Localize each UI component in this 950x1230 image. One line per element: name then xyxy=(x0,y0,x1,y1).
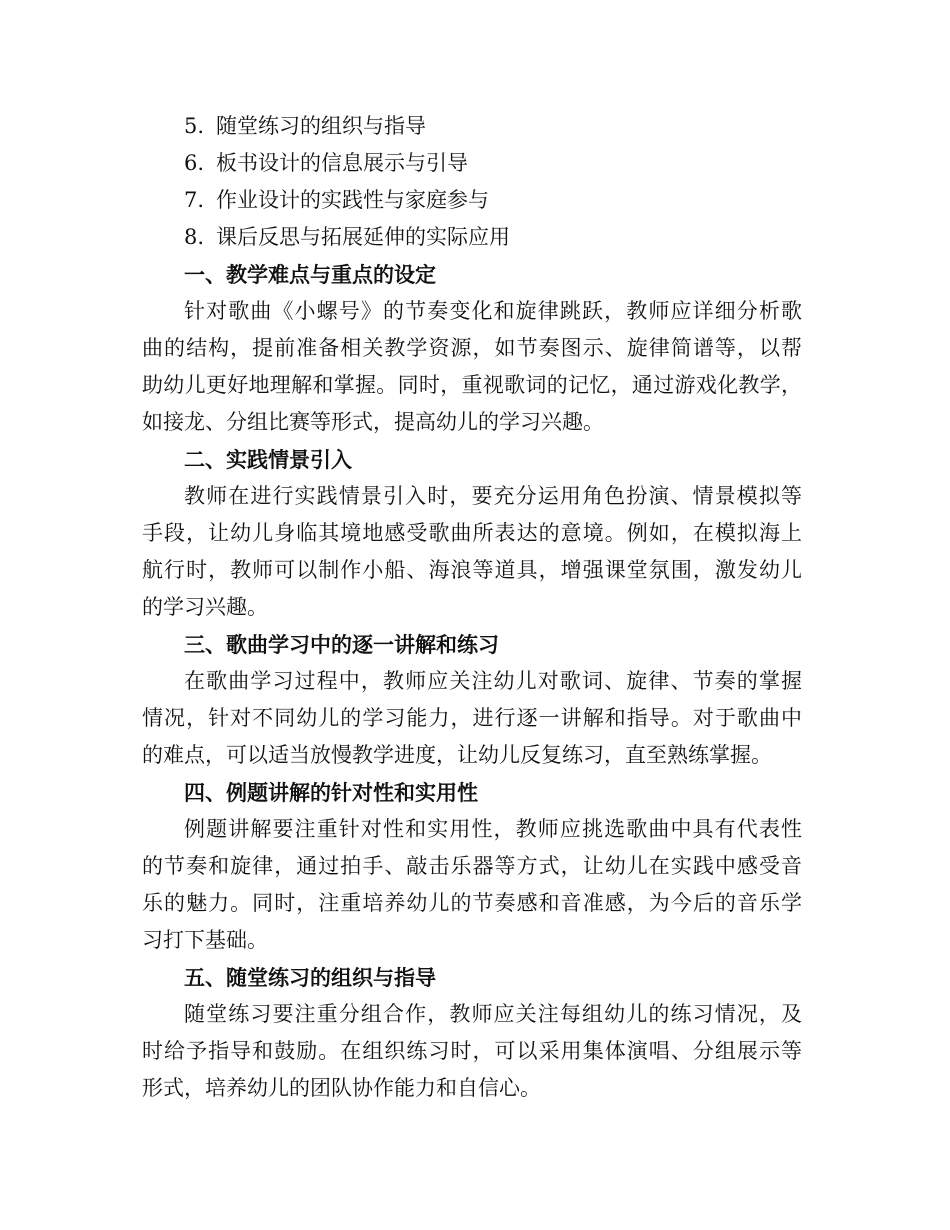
list-text: 课后反思与拓展延伸的实际应用 xyxy=(216,225,510,249)
list-item xyxy=(142,108,802,145)
paragraph-line: 的节奏和旋律，通过拍手、敲击乐器等方式，让幼儿在实践中感受音 xyxy=(142,854,802,878)
list-number: 7. xyxy=(184,188,205,212)
paragraph-line: 随堂练习要注重分组合作，教师应关注每组幼儿的练习情况，及 xyxy=(184,1002,802,1026)
paragraph-line: 曲的结构，提前准备相关教学资源，如节奏图示、旋律简谱等，以帮 xyxy=(142,336,802,360)
list-number: 8. xyxy=(184,225,205,249)
paragraph-line: 习打下基础。 xyxy=(142,928,268,952)
section-difficulty-focus xyxy=(142,256,802,441)
list-text: 作业设计的实践性与家庭参与 xyxy=(216,188,489,212)
paragraph-line: 针对歌曲《小螺号》的节奏变化和旋律跳跃，教师应详细分析歌 xyxy=(184,299,802,323)
list-item xyxy=(142,182,802,219)
paragraph-line: 的学习兴趣。 xyxy=(142,595,268,619)
list-item xyxy=(142,219,802,256)
document-page xyxy=(142,108,802,1107)
section-heading: 一、教学难点与重点的设定 xyxy=(184,262,436,287)
paragraph-line: 乐的魅力。同时，注重培养幼儿的节奏感和音准感，为今后的音乐学 xyxy=(142,891,802,915)
section-class-practice xyxy=(142,959,802,1107)
paragraph-line: 的难点，可以适当放慢教学进度，让幼儿反复练习，直至熟练掌握。 xyxy=(142,743,772,767)
outline-list xyxy=(142,108,802,256)
paragraph-line: 例题讲解要注重针对性和实用性，教师应挑选歌曲中具有代表性 xyxy=(184,817,802,841)
paragraph-line: 形式，培养幼儿的团队协作能力和自信心。 xyxy=(142,1076,541,1100)
section-heading: 四、例题讲解的针对性和实用性 xyxy=(184,780,478,805)
section-paragraph xyxy=(142,811,802,959)
section-scenario-intro xyxy=(142,441,802,626)
section-song-learning xyxy=(142,626,802,774)
list-number: 6. xyxy=(184,151,205,175)
list-number: 5. xyxy=(184,114,205,138)
paragraph-line: 如接龙、分组比赛等形式，提高幼儿的学习兴趣。 xyxy=(142,410,604,434)
section-heading: 二、实践情景引入 xyxy=(184,447,352,472)
paragraph-line: 在歌曲学习过程中，教师应关注幼儿对歌词、旋律、节奏的掌握 xyxy=(184,669,802,693)
paragraph-line: 教师在进行实践情景引入时，要充分运用角色扮演、情景模拟等 xyxy=(184,484,802,508)
list-text: 随堂练习的组织与指导 xyxy=(216,114,426,138)
paragraph-line: 航行时，教师可以制作小船、海浪等道具，增强课堂氛围，激发幼儿 xyxy=(142,558,802,582)
paragraph-line: 手段，让幼儿身临其境地感受歌曲所表达的意境。例如，在模拟海上 xyxy=(142,521,802,545)
section-heading: 三、歌曲学习中的逐一讲解和练习 xyxy=(184,632,499,657)
list-text: 板书设计的信息展示与引导 xyxy=(216,151,468,175)
section-paragraph xyxy=(142,996,802,1107)
section-paragraph xyxy=(142,293,802,441)
section-heading: 五、随堂练习的组织与指导 xyxy=(184,965,436,990)
paragraph-line: 时给予指导和鼓励。在组织练习时，可以采用集体演唱、分组展示等 xyxy=(142,1039,802,1063)
section-example-explanation xyxy=(142,774,802,959)
paragraph-line: 情况，针对不同幼儿的学习能力，进行逐一讲解和指导。对于歌曲中 xyxy=(142,706,802,730)
section-paragraph xyxy=(142,478,802,626)
list-item xyxy=(142,145,802,182)
paragraph-line: 助幼儿更好地理解和掌握。同时，重视歌词的记忆，通过游戏化教学， xyxy=(142,373,802,397)
section-paragraph xyxy=(142,663,802,774)
